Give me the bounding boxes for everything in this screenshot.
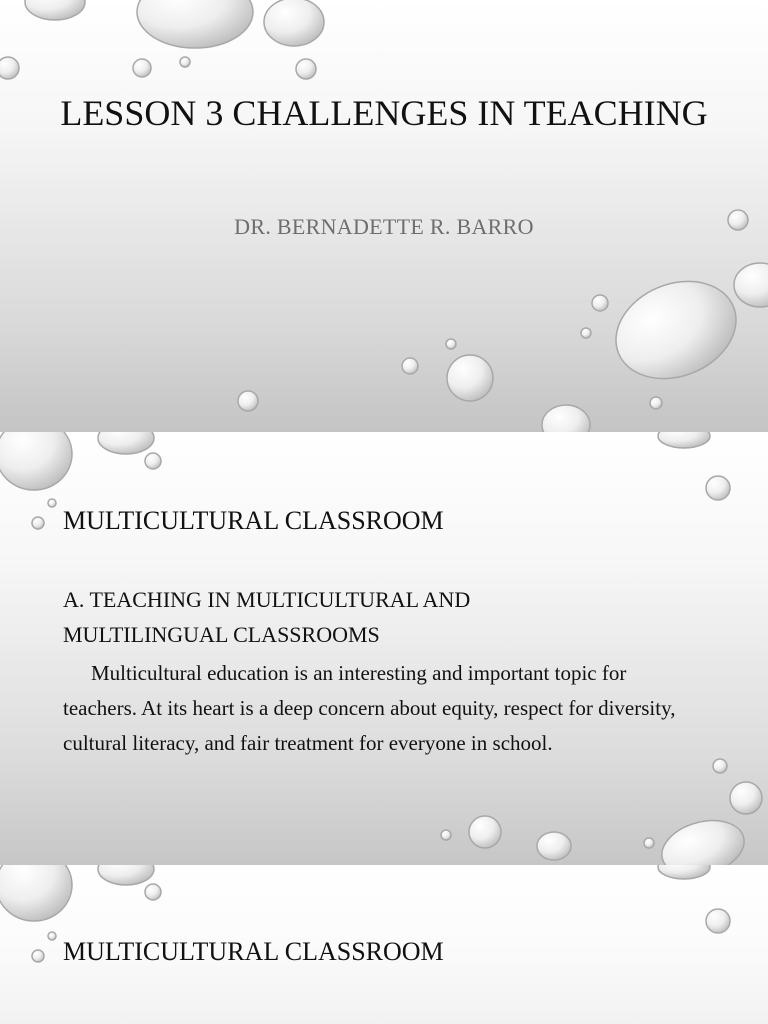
slide-heading: MULTICULTURAL CLASSROOM [63, 506, 444, 535]
slide-title: LESSON 3 CHALLENGES IN TEACHING [60, 93, 708, 133]
slide-heading: MULTICULTURAL CLASSROOM [63, 937, 444, 966]
slide-subheading: A. TEACHING IN MULTICULTURAL AND MULTILINGUAL CLASSROOMS [63, 587, 471, 647]
content-slide-partial [0, 865, 768, 1024]
title-slide [0, 0, 768, 432]
slide-body-text: Multicultural education is an interesting and important topic for teachers. At its heart is a deep concern about equity, respect for diversity, cultural literacy, and fair treatment for everyone in school. [63, 661, 676, 755]
slide-subtitle: DR. BERNADETTE R. BARRO [234, 214, 534, 239]
content-slide [0, 432, 768, 865]
